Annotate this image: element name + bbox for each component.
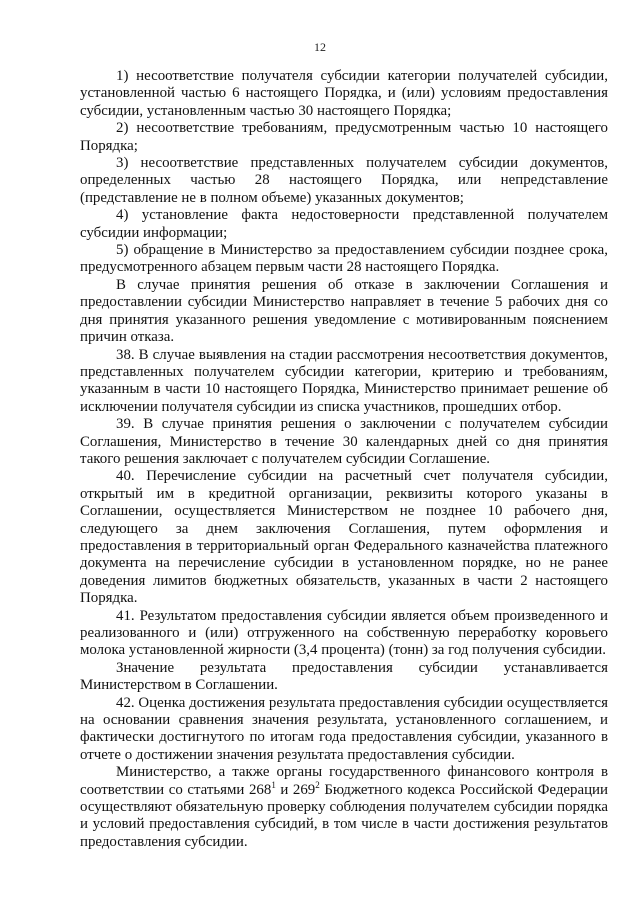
paragraph-item-4: 4) установление факта недостоверности представленной получателем субсидии информации; (80, 207, 608, 241)
paragraph-control-text-1: Министерство, а также органы государственного финансового контроля в соответствии со статьями 268 (80, 764, 608, 798)
paragraph-40: 40. Перечисление субсидии на расчетный счет получателя субсидии, открытый им в кредитной организации, реквизиты которого указаны в Соглашении, осуществляется Министерством не позднее 10 рабочего дня, следующего за днем заключения Соглашения, путем оформления и предоставления в территориальный орган Федерального казначейства платежного документа на перечисление субсидии в установленном порядке, но не ранее доведения лимитов бюджетных обязательств, указанных в части 2 настоящего Порядка. (80, 468, 608, 607)
paragraph-refusal-notice: В случае принятия решения об отказе в заключении Соглашения и предоставлении субсидии Министерство направляет в течение 5 рабочих дня со дня принятия указанного решения уведомление с мотивированным пояснением причин отказа. (80, 276, 608, 346)
paragraph-item-3: 3) несоответствие представленных получателем субсидии документов, определенных частью 28 настоящего Порядка, или непредставление (представление не в полном объеме) указанных документов; (80, 155, 608, 206)
paragraph-control (80, 764, 608, 851)
document-body (80, 68, 608, 851)
paragraph-41: 41. Результатом предоставления субсидии является объем произведенного и реализованного и (или) отгруженного на собственную переработку коровьего молока установленной жирности (3,4 процента) (тонн) за год получения субсидии. (80, 607, 608, 659)
paragraph-item-5: 5) обращение в Министерство за предоставлением субсидии позднее срока, предусмотренного абзацем первым части 28 настоящего Порядка. (80, 242, 608, 276)
paragraph-39: 39. В случае принятия решения о заключении с получателем субсидии Соглашения, Министерство в течение 30 календарных дней со дня принятия такого решения заключает с получателем субсидии Соглашение. (80, 416, 608, 467)
paragraph-result-value: Значение результата предоставления субсидии устанавливается Министерством в Соглашении. (80, 659, 608, 694)
paragraph-item-1: 1) несоответствие получателя субсидии категории получателей субсидии, установленной частью 6 настоящего Порядка, и (или) условиям предоставления субсидии, установленным частью 30 настоящего Порядка; (80, 68, 608, 119)
article-superscript-2: 2 (315, 779, 320, 790)
paragraph-control-text-3: Бюджетного кодекса Российской Федерации осуществляют обязательную проверку соблюдения получателем субсидии порядка и условий предоставления субсидий, в том числе в части достижения результатов предоставления субсидии. (80, 781, 608, 850)
paragraph-item-2: 2) несоответствие требованиям, предусмотренным частью 10 настоящего Порядка; (80, 120, 608, 154)
page-number: 12 (314, 40, 326, 54)
paragraph-42: 42. Оценка достижения результата предоставления субсидии осуществляется на основании сравнения значения результата, установленного соглашением, и фактически достигнутого по итогам года предоставления субсидии, указанного в отчете о достижении значения результата предоставления субсидии. (80, 694, 608, 763)
article-superscript-1: 1 (271, 779, 276, 790)
paragraph-control-text-2: и 269 (275, 781, 316, 798)
paragraph-38: 38. В случае выявления на стадии рассмотрения несоответствия документов, представленных получателем субсидии категории, критерию и требованиям, указанным в части 10 настоящего Порядка, Министерство принимает решение об исключении получателя субсидии из списка участников, прошедших отбор. (80, 346, 608, 415)
